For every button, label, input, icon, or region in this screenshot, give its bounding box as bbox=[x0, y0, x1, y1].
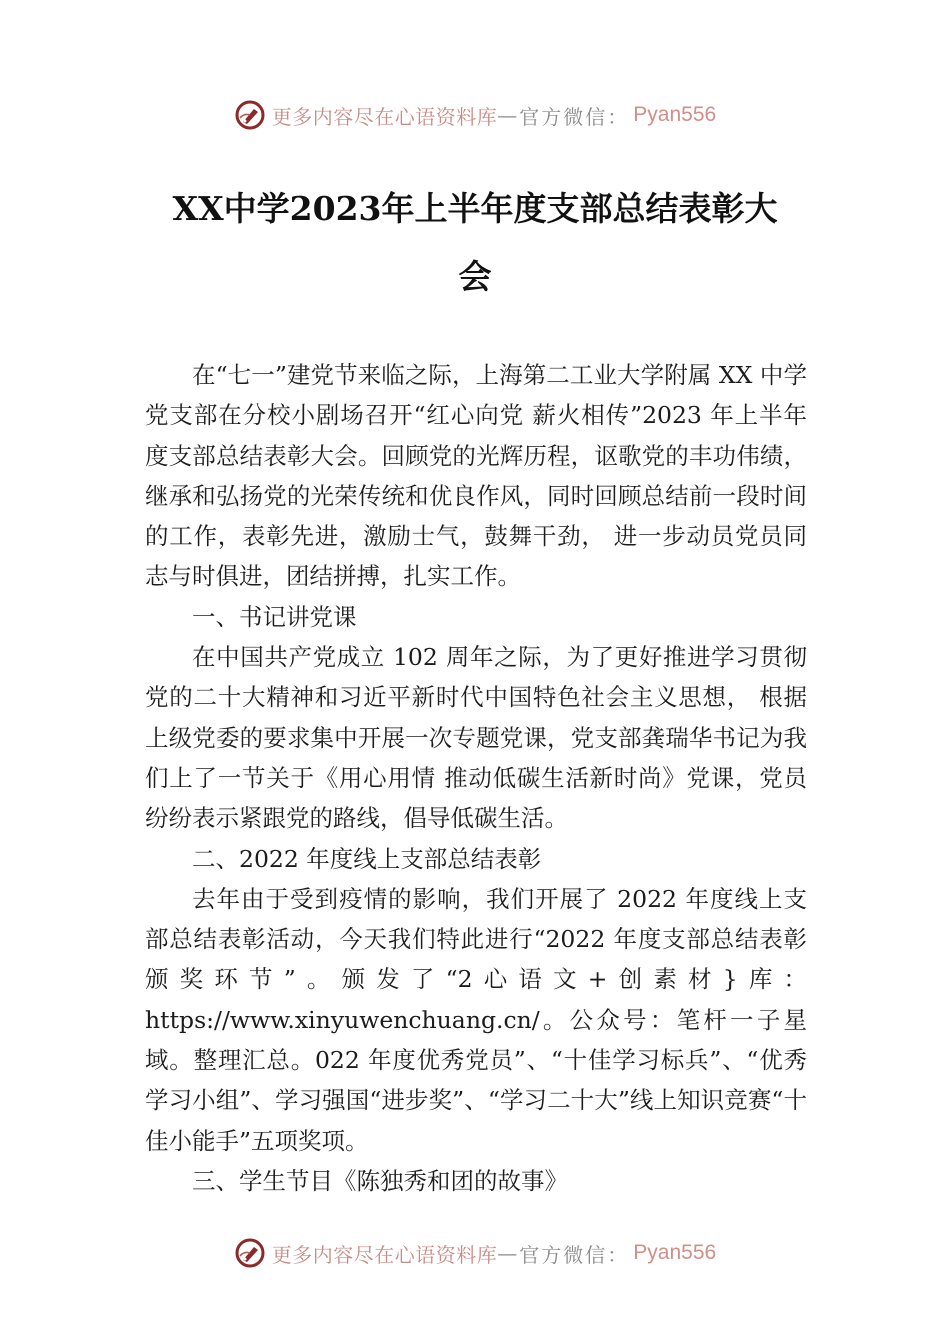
paragraph-party-lecture: 在中国共产党成立 102 周年之际，为了更好推进学习贯彻党的二十大精神和习近平新时代中国特色社会主义思想， 根据上级党委的要求集中开展一次专题党课，党支部龚瑞华书记为我们上了一节关于《用心用情 推动低碳生活新时尚》党课，党员纷纷表示紧跟党的路线，倡导低碳生活。 bbox=[145, 643, 807, 833]
watermark-dash: — bbox=[497, 1241, 520, 1265]
watermark-wechat-label: 官方微信： bbox=[519, 104, 630, 129]
watermark-wechat-id: Pyan556 bbox=[633, 1241, 717, 1264]
section-heading-2: 二、2022 年度线上支部总结表彰 bbox=[192, 844, 542, 873]
document-title-line-1: XX中学2023年上半年度支部总结表彰大 bbox=[172, 189, 778, 228]
watermark-brand-text: 更多内容尽在心语资料库 bbox=[271, 104, 498, 129]
watermark-wechat-label: 官方微信： bbox=[519, 1242, 630, 1267]
paragraph-awards: 去年由于受到疫情的影响，我们开展了 2022 年度线上支部总结表彰活动，今天我们特此进行“2022 年度支部总结表彰颁奖环节”。颁发了“2心语文+创素材}库：https://www.xinyuwenchuang.cn/。公众号：笔杆一子星域。整理汇总。022 年度优秀党员”、“十佳学习标兵”、“优秀学习小组”、学习强国“进步奖”、“学习二十大”线上知识竞赛“十佳小能手”五项奖项。 bbox=[145, 884, 807, 1155]
section-heading-1: 一、书记讲党课 bbox=[192, 602, 357, 631]
section-heading-3: 三、学生节目《陈独秀和团的故事》 bbox=[192, 1166, 568, 1195]
footer-watermark bbox=[0, 1233, 950, 1273]
quill-pen-logo-icon bbox=[234, 1237, 266, 1269]
watermark-wechat-id: Pyan556 bbox=[633, 103, 717, 126]
header-watermark bbox=[0, 95, 950, 135]
watermark-dash: — bbox=[497, 103, 520, 127]
paragraph-intro: 在“七一”建党节来临之际，上海第二工业大学附属 XX 中学党支部在分校小剧场召开“红心向党 薪火相传”2023 年上半年度支部总结表彰大会。回顾党的光辉历程，讴歌党的丰功伟绩，继承和弘扬党的光荣传统和优良作风，同时回顾总结前一段时间的工作，表彰先进，激励士气，鼓舞干劲， 进一步动员党员同志与时俱进，团结拼搏，扎实工作。 bbox=[145, 361, 807, 591]
quill-pen-logo-icon bbox=[234, 99, 266, 131]
document-title-line-2: 会 bbox=[458, 257, 492, 296]
watermark-brand-text: 更多内容尽在心语资料库 bbox=[271, 1242, 498, 1267]
document-body bbox=[145, 355, 807, 1201]
